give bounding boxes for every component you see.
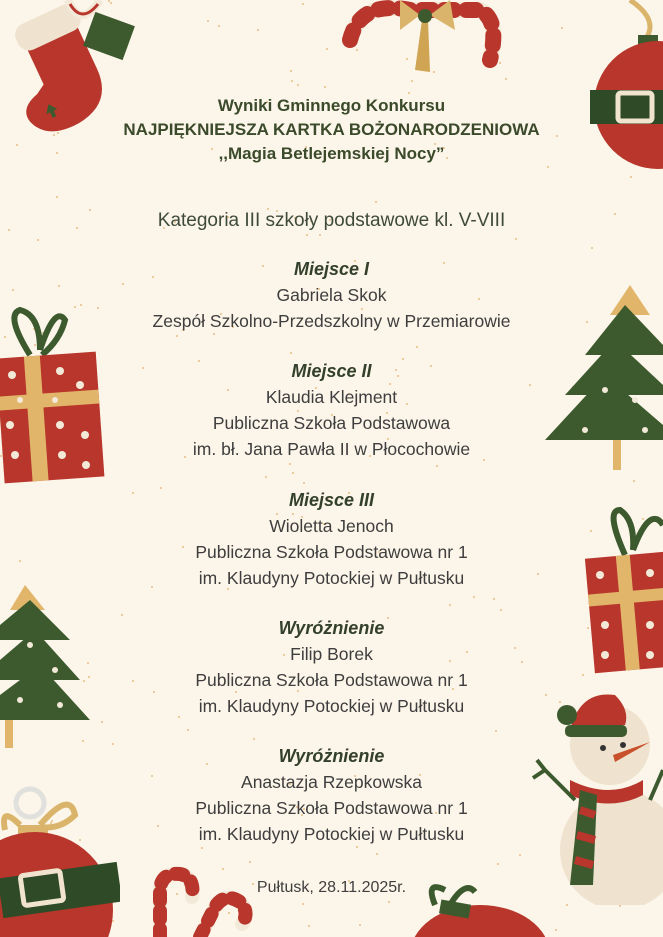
school-line-2: im. Klaudyny Potockiej w Pułtusku [198,824,465,844]
winner-name: Wioletta Jenoch [269,516,394,536]
school-line-2: im. bł. Jana Pawła II w Płocochowie [192,439,471,459]
school-line-1: Zespół Szkolno-Przedszkolny w Przemiarowie [152,311,511,331]
place-label: Miejsce III [288,490,375,510]
result-entry-3 [0,487,663,591]
school-line-2: im. Klaudyny Potockiej w Pułtusku [198,568,465,588]
result-entry-4 [0,615,663,719]
winner-name: Filip Borek [290,644,373,664]
header-line-1: Wyniki Gminnego Konkursu [217,96,446,115]
school-line-1: Publiczna Szkoła Podstawowa nr 1 [195,670,468,690]
result-entry-2 [0,358,663,462]
header-line-3: ,,Magia Betlejemskiej Nocy” [218,144,445,163]
place-label: Miejsce I [293,259,370,279]
header-line-2: NAJPIĘKNIEJSZA KARTKA BOŻONARODZENIOWA [123,120,540,139]
place-label: Wyróżnienie [278,746,385,766]
school-line-1: Publiczna Szkoła Podstawowa [212,413,451,433]
school-line-2: im. Klaudyny Potockiej w Pułtusku [198,696,465,716]
school-line-1: Publiczna Szkoła Podstawowa nr 1 [195,542,468,562]
winner-name: Anastazja Rzepkowska [241,772,422,792]
winner-name: Gabriela Skok [276,285,387,305]
winner-name: Klaudia Klejment [265,387,398,407]
place-label: Wyróżnienie [278,618,385,638]
document-header [0,94,663,166]
category-title: Kategoria III szkoły podstawowe kl. V-VIII [157,210,506,231]
result-entry-1 [0,256,663,334]
result-entry-5 [0,743,663,847]
place-label: Miejsce II [291,361,372,381]
school-line-1: Publiczna Szkoła Podstawowa nr 1 [195,798,468,818]
place-date-footer: Pułtusk, 28.11.2025r. [256,879,407,896]
